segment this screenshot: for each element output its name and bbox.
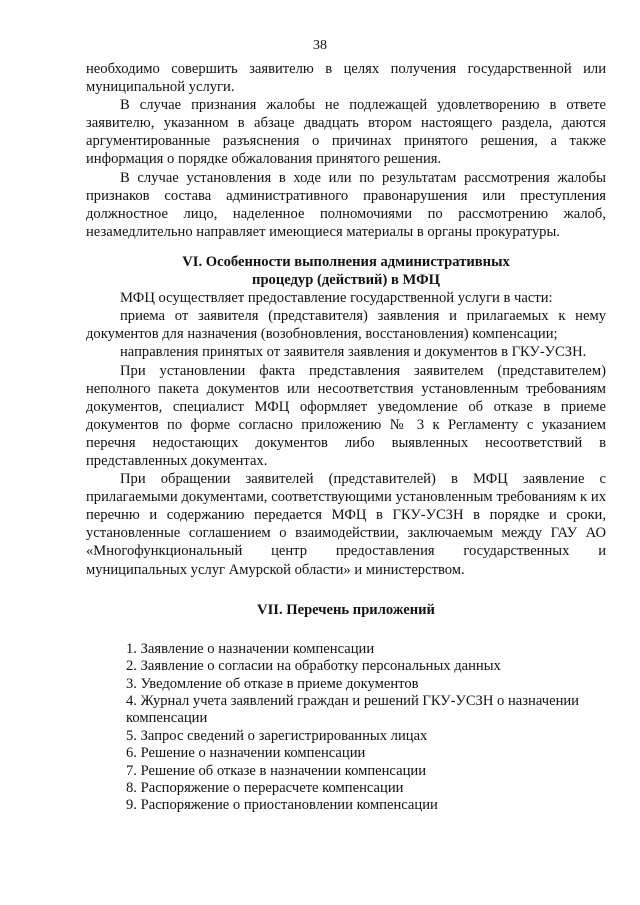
section-heading-line: VI. Особенности выполнения административных — [182, 253, 510, 270]
section-heading-vii: VII. Перечень приложений — [257, 601, 435, 618]
appendix-list — [86, 641, 606, 815]
list-item: 5. Запрос сведений о зарегистрированных лицах — [126, 727, 428, 744]
page-number: 38 — [313, 38, 327, 53]
list-item: 1. Заявление о назначении компенсации — [126, 640, 375, 657]
paragraph: приема от заявителя (представителя) заявления и прилагаемых к нему документов для назначения (возобновления, восстановления) компенсации; — [86, 308, 606, 343]
list-item: 9. Распоряжение о приостановлении компенсации — [126, 797, 438, 814]
list-item: 4. Журнал учета заявлений граждан и решений ГКУ-УСЗН о назначении компенсации — [126, 692, 579, 727]
list-item: 8. Распоряжение о перерасчете компенсации — [126, 779, 404, 796]
paragraph: необходимо совершить заявителю в целях получения государственной или муниципальной услуги. — [86, 61, 606, 96]
paragraph: МФЦ осуществляет предоставление государственной услуги в части: — [120, 290, 553, 307]
list-item: 7. Решение об отказе в назначении компенсации — [126, 762, 426, 779]
document-body — [86, 60, 606, 815]
paragraph: При обращении заявителей (представителей) в МФЦ заявление с прилагаемыми документами, соответствующими установленным требованиям к их перечню и содержанию передается МФЦ в ГКУ-УСЗН в порядке и сроки, установленные соглашением о взаимодействии, заключаемым между ГАУ АО «Многофункциональный центр предоставления государственных и муниципальных услуг Амурской области» и министерством. — [86, 471, 606, 578]
list-item: 3. Уведомление об отказе в приеме документов — [126, 675, 419, 692]
paragraph: При установлении факта представления заявителем (представителем) неполного пакета документов или несоответствия установленным требованиям документов, специалист МФЦ оформляет уведомление об отказе в приеме документов по форме согласно приложению № 3 к Регламенту с указанием перечня недостающих документов либо выявленных несоответствий в представленных документах. — [86, 362, 606, 469]
list-item: 6. Решение о назначении компенсации — [126, 745, 366, 762]
section-heading-vi — [86, 253, 606, 289]
section-heading-line: процедур (действий) в МФЦ — [252, 272, 440, 289]
paragraph: В случае признания жалобы не подлежащей удовлетворению в ответе заявителю, указанном в абзаце двадцать втором настоящего раздела, даются аргументированные разъяснения о причинах принятого решения, а также информация о порядке обжалования принятого решения. — [86, 97, 606, 168]
paragraph: В случае установления в ходе или по результатам рассмотрения жалобы признаков состава административного правонарушения или преступления должностное лицо, наделенное полномочиями по рассмотрению жалоб, незамедлительно направляет имеющиеся материалы в органы прокуратуры. — [86, 169, 606, 240]
list-item: 2. Заявление о согласии на обработку персональных данных — [126, 658, 501, 675]
paragraph: направления принятых от заявителя заявления и документов в ГКУ-УСЗН. — [120, 344, 587, 361]
